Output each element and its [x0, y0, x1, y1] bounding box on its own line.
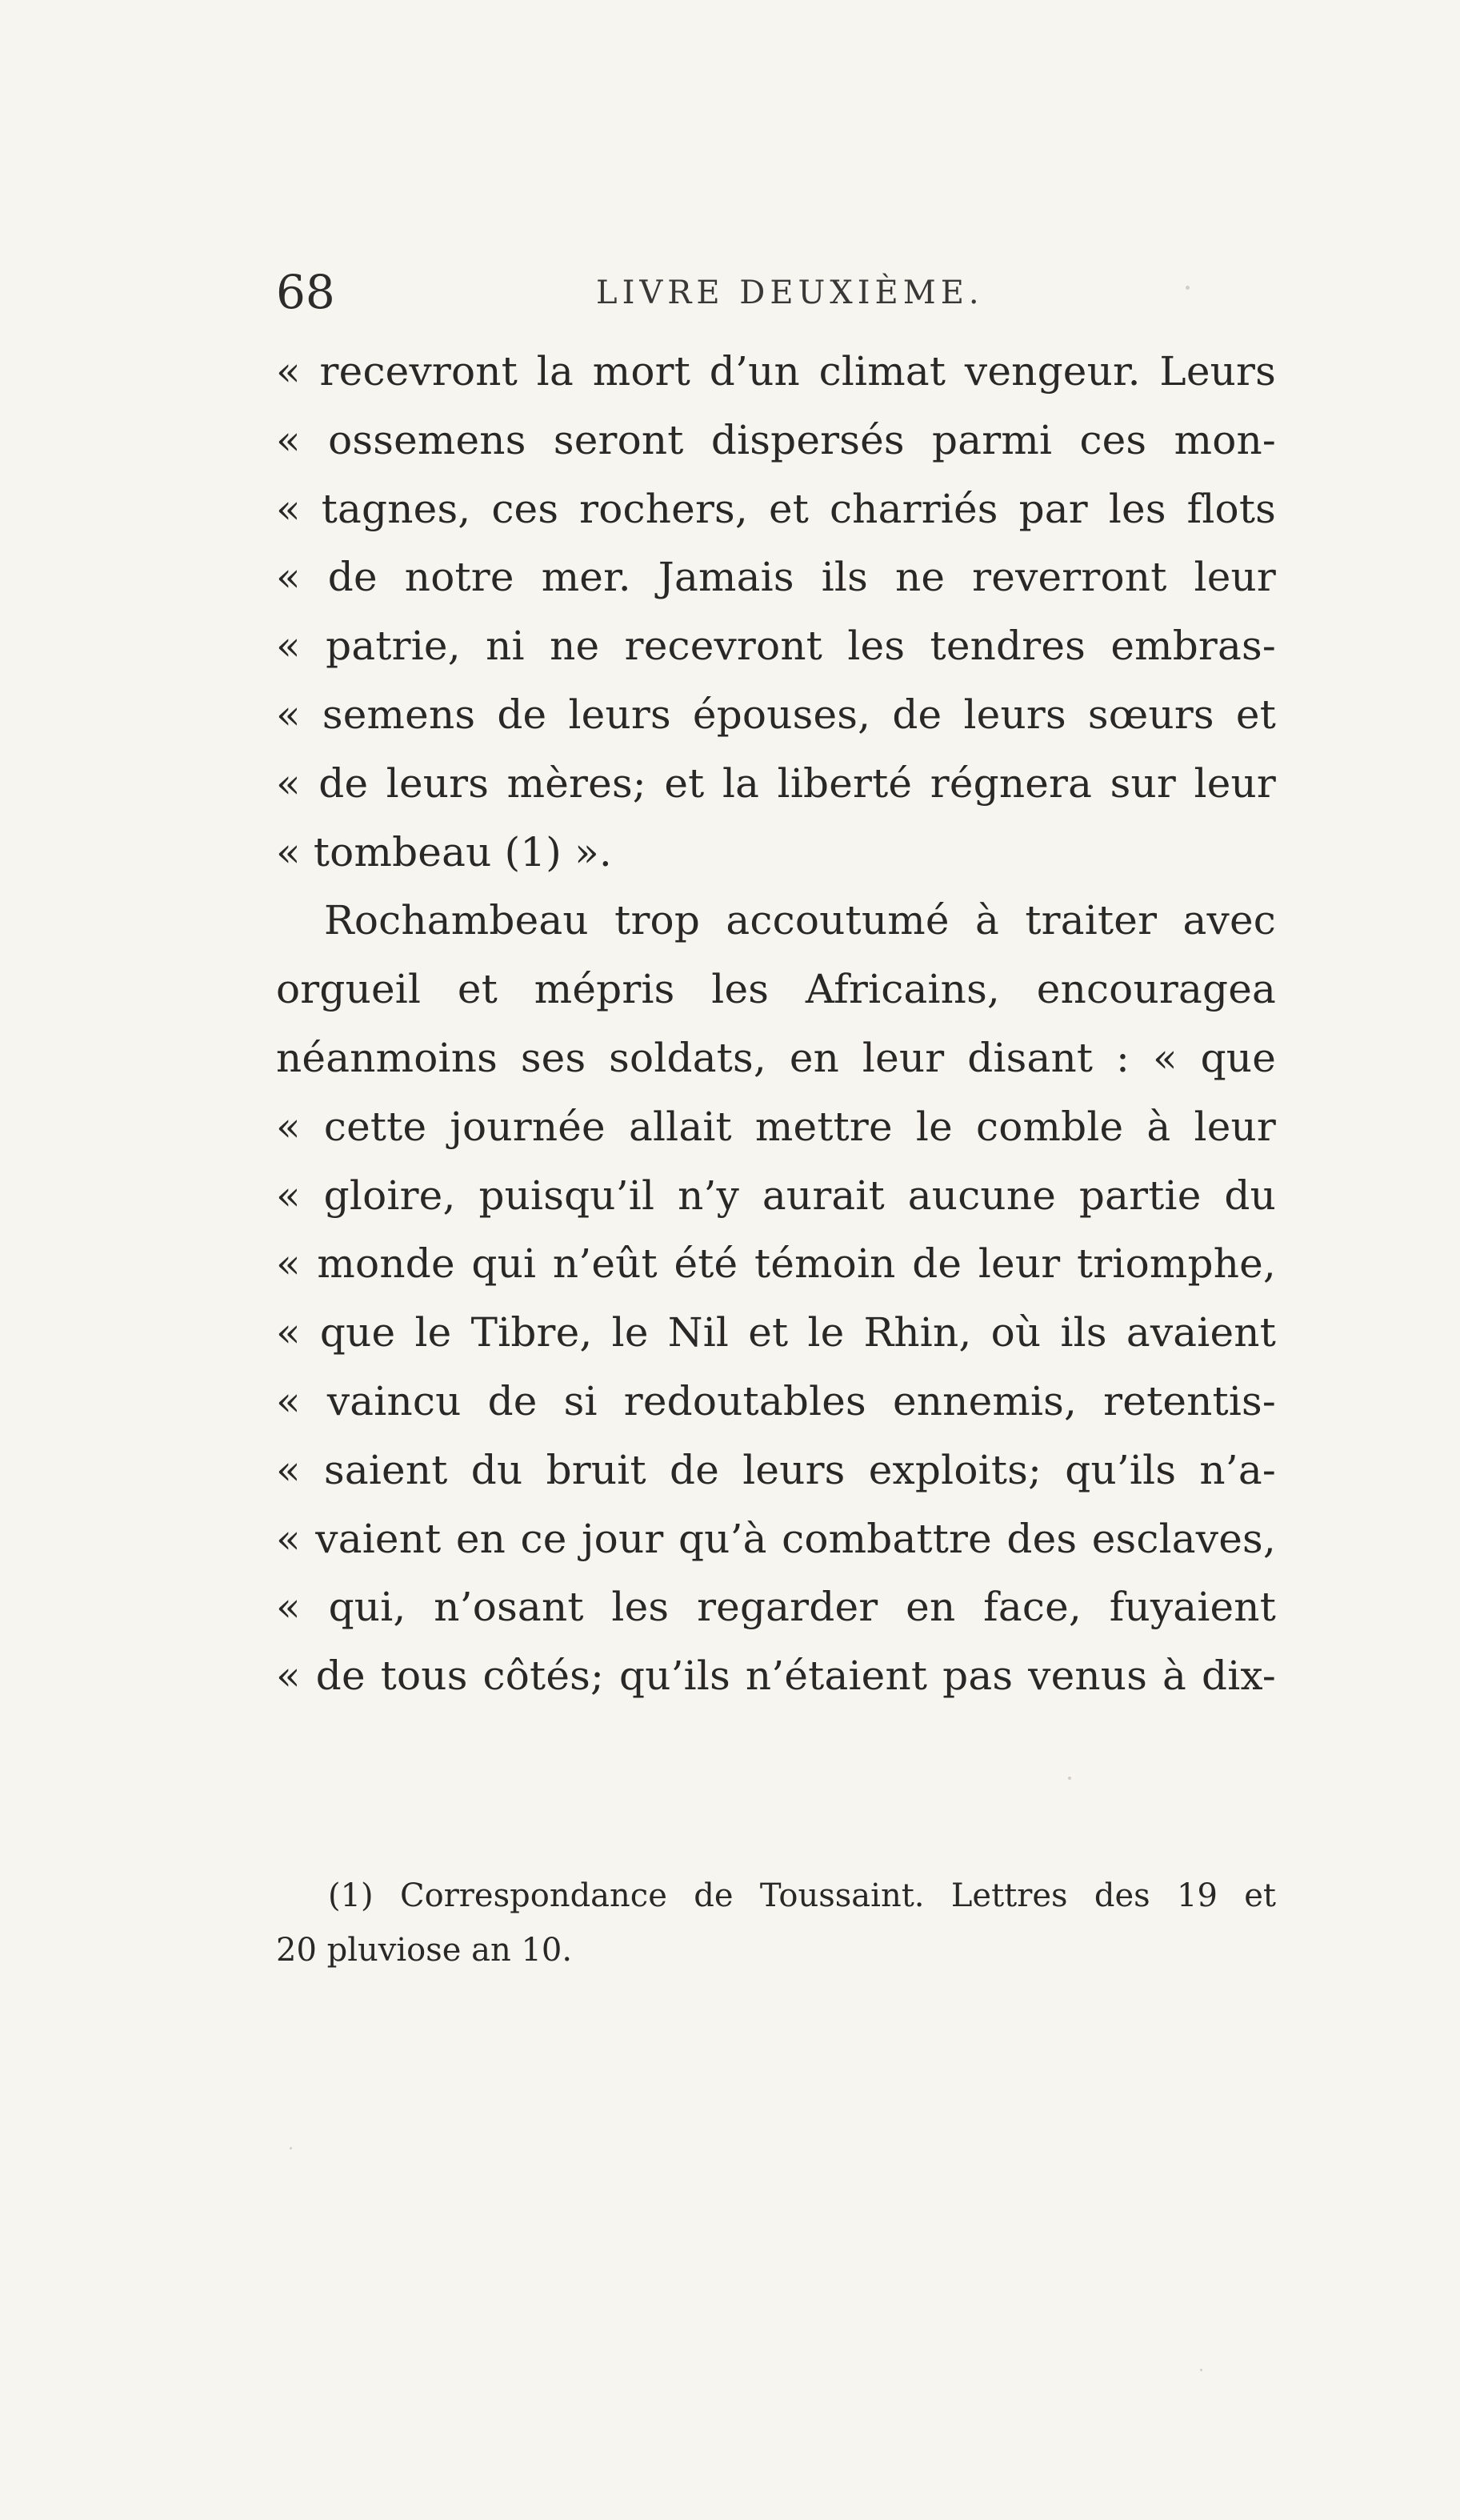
text-line: « vaient en ce jour qu’à combattre des esclaves, — [276, 1515, 1276, 1562]
text-line: « ossemens seront dispersés parmi ces mon- — [276, 416, 1276, 463]
footnote-line: (1) Correspondance de Toussaint. Lettres des 19 et — [328, 1877, 1276, 1914]
text-line: « de notre mer. Jamais ils ne reverront leur — [276, 554, 1276, 601]
running-head — [276, 264, 1276, 320]
text-line: « recevront la mort d’un climat vengeur. Leurs — [276, 348, 1276, 395]
running-title: LIVRE DEUXIÈME. — [596, 274, 984, 311]
footnote-line: 20 pluviose an 10. — [276, 1932, 573, 1969]
text-line: « patrie, ni ne recevront les tendres embras- — [276, 623, 1276, 670]
text-line: « vaincu de si redoutables ennemis, retentis- — [276, 1377, 1276, 1424]
text-line: orgueil et mépris les Africains, encouragea — [276, 966, 1276, 1013]
text-line: « semens de leurs épouses, de leurs sœurs et — [276, 691, 1276, 738]
text-line: « que le Tibre, le Nil et le Rhin, où ils avaient — [276, 1309, 1276, 1356]
text-line: « de tous côtés; qu’ils n’étaient pas venus à dix- — [276, 1653, 1276, 1700]
paper-speck — [1186, 286, 1190, 290]
paper-speck — [290, 2147, 292, 2149]
text-line: « monde qui n’eût été témoin de leur triomphe, — [276, 1240, 1276, 1288]
text-line: « gloire, puisqu’il n’y aurait aucune partie du — [276, 1172, 1276, 1219]
text-line: « de leurs mères; et la liberté régnera sur leur — [276, 759, 1276, 807]
paper-speck — [1068, 1777, 1071, 1780]
paper-speck — [1200, 2369, 1202, 2371]
text-line: « saient du bruit de leurs exploits; qu’ils n’a- — [276, 1446, 1276, 1493]
footnote — [276, 1869, 1276, 1977]
text-line: « qui, n’osant les regarder en face, fuyaient — [276, 1584, 1276, 1631]
page-number: 68 — [276, 265, 335, 319]
paragraph-start: Rochambeau trop accoutumé à traiter avec — [324, 897, 1276, 944]
body-text — [276, 338, 1276, 1711]
text-line: « cette journée allait mettre le comble à leur — [276, 1103, 1276, 1150]
text-line: « tombeau (1) ». — [276, 828, 612, 875]
text-line: néanmoins ses soldats, en leur disant : « que — [276, 1034, 1276, 1081]
text-line: « tagnes, ces rochers, et charriés par les flots — [276, 485, 1276, 532]
